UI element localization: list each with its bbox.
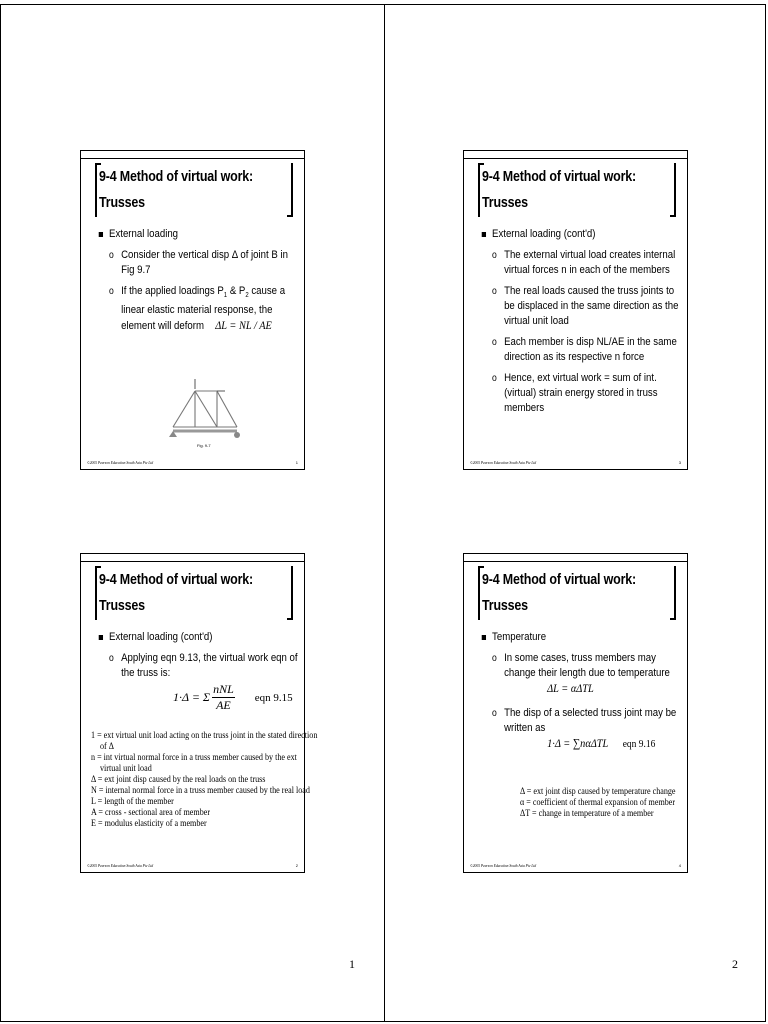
- sub-bullet: o Each member is disp NL/AE in the same direction as its respective n force: [480, 335, 685, 365]
- definition-list: Δ = ext joint disp caused by temperature change α = coefficient of thermal expansion of member ΔT = change in temperature of a member: [520, 786, 676, 818]
- slide-2: [463, 150, 688, 470]
- slide-title: [99, 567, 262, 619]
- page-number-right: 2: [732, 957, 738, 971]
- bullet: External loading (cont'd): [97, 630, 302, 645]
- page-divider: [384, 4, 385, 1022]
- title-line-2: Trusses: [482, 195, 528, 211]
- slide-content: [97, 227, 302, 340]
- title-line-2: Trusses: [99, 598, 145, 614]
- sub-bullet: o Applying eqn 9.13, the virtual work eqn of the truss is:: [97, 651, 302, 681]
- figure-caption: Fig. 9-7: [197, 443, 211, 448]
- page-number-left: 1: [349, 957, 355, 971]
- slide-title: [482, 567, 645, 619]
- slide-title: [482, 164, 645, 216]
- deformation-formula: ΔL = NL / AE: [215, 318, 272, 333]
- slide-number: 1: [295, 460, 298, 465]
- definition-list: 1 = ext virtual unit load acting on the truss joint in the stated direction of Δ n = int virtual normal force in a truss member caused by the ext virtual unit load Δ = ext joint disp caused by the real loads on the truss N = internal normal force in a truss member caused by the real load L = length of the member A = cross - sectional area of member E = modulus elasticity of a member: [91, 730, 318, 828]
- slide-header-bar: [81, 554, 304, 562]
- sub-bullet: o If the applied loadings $P_1$ & $P_2$ cause a linear elastic material response, the element will deform ΔL = NL / AE: [97, 284, 302, 334]
- slide-number: 2: [295, 863, 298, 868]
- slide-header-bar: [81, 151, 304, 159]
- slide-content: [97, 630, 302, 687]
- slide-1: [80, 150, 305, 470]
- slide-title: [99, 164, 262, 216]
- temperature-equation: 1·Δ = ∑nαΔTL: [547, 736, 609, 750]
- equation-number: eqn 9.15: [254, 691, 293, 704]
- sub-bullet: o Consider the vertical disp Δ of joint B in Fig 9.7: [97, 248, 302, 278]
- title-line-1: 9-4 Method of virtual work:: [99, 169, 254, 185]
- title-line-1: 9-4 Method of virtual work:: [99, 572, 254, 588]
- slide-number: 4: [678, 863, 681, 868]
- slide-4: [463, 553, 688, 873]
- slide-number: 3: [678, 460, 681, 465]
- slide-header-bar: [464, 554, 687, 562]
- bullet: External loading: [97, 227, 302, 242]
- title-line-1: 9-4 Method of virtual work:: [482, 169, 637, 185]
- slide-content: [480, 227, 685, 422]
- sub-bullet: o The external virtual load creates internal virtual forces n in each of the members: [480, 248, 685, 278]
- equation-number: eqn 9.16: [622, 738, 656, 750]
- slide-footer: ©2005 Pearson Education South Asia Pte Ltd: [87, 864, 154, 868]
- bullet: External loading (cont'd): [480, 227, 685, 242]
- slide-header-bar: [464, 151, 687, 159]
- slide-3: [80, 553, 318, 873]
- sub-bullet: o The real loads caused the truss joints to be displaced in the same direction as the virtual unit load: [480, 284, 685, 329]
- slide-footer: ©2005 Pearson Education South Asia Pte Ltd: [470, 864, 537, 868]
- slide-footer: ©2005 Pearson Education South Asia Pte Ltd: [470, 461, 537, 465]
- sub-bullet: o Hence, ext virtual work = sum of int. (virtual) strain energy stored in truss members: [480, 371, 685, 416]
- title-line-2: Trusses: [482, 598, 528, 614]
- slide-content: [480, 630, 685, 758]
- slide-footer: ©2005 Pearson Education South Asia Pte Ltd: [87, 461, 154, 465]
- thermal-formula: ΔL = αΔTL: [547, 681, 594, 695]
- title-line-2: Trusses: [99, 195, 145, 211]
- title-line-1: 9-4 Method of virtual work:: [482, 572, 637, 588]
- sub-bullet: o In some cases, truss members may change their length due to temperature ΔL = αΔTL: [480, 651, 685, 696]
- bullet: Temperature: [480, 630, 685, 645]
- truss-figure: [169, 375, 241, 445]
- sub-bullet: o The disp of a selected truss joint may be written as 1·Δ = ∑nαΔTL eqn 9.16: [480, 706, 685, 752]
- virtual-work-equation: 1·Δ = Σ nNL AE eqn 9.15: [173, 682, 293, 712]
